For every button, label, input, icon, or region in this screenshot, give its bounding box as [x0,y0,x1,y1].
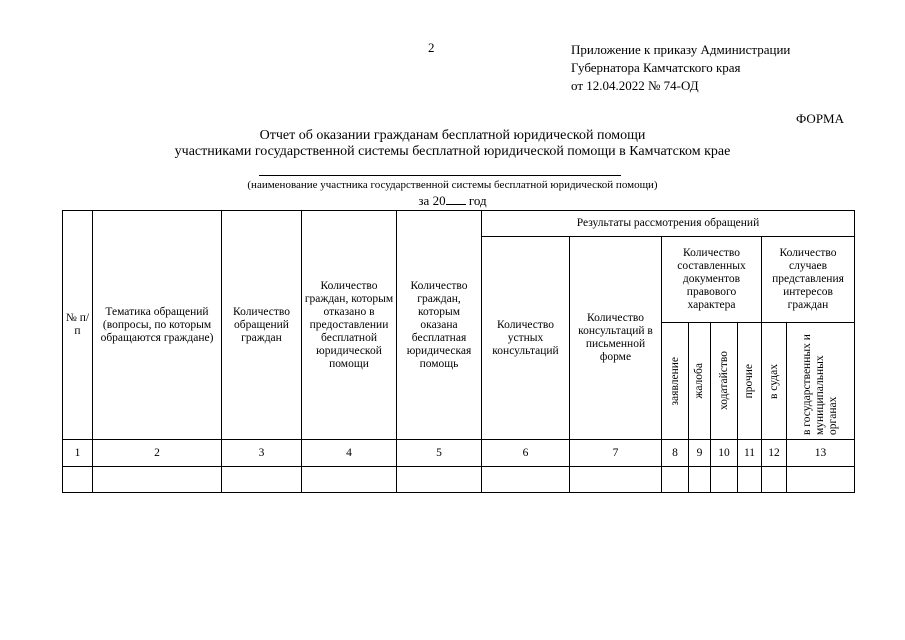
header-refused: Количество граждан, которым отказано в предоставлении бесплатной юридической помощи [302,211,397,440]
header-oral: Количество устных консультаций [482,237,570,440]
year-prefix: за 20 [418,193,446,208]
header-results: Результаты рассмотрения обращений [482,211,855,237]
header-topic: Тематика обращений (вопросы, по которым обращаются граждане) [93,211,222,440]
column-number: 8 [662,440,689,467]
year-blank [446,193,466,205]
empty-cell [570,467,662,493]
report-title [0,128,905,160]
header-sub-courts [762,323,787,440]
sub-other-label: прочие [743,363,755,399]
header-sub-statement [662,323,689,440]
participant-name-caption: (наименование участника государственной системы бесплатной юридической помощи) [247,179,658,191]
appendix-line-3: от 12.04.2022 № 74-ОД [571,78,699,93]
empty-cell [762,467,787,493]
sub-petition-label: ходатайство [717,351,730,411]
appendix-line-2: Губернатора Камчатского края [571,60,741,75]
column-number: 10 [711,440,738,467]
header-sub-organs [787,323,855,440]
participant-name-line [259,175,621,176]
empty-cell [302,467,397,493]
header-sub-complaint [689,323,711,440]
header-sub-other [738,323,762,440]
header-sub-petition [711,323,738,440]
report-title-line-1: Отчет об оказании гражданам бесплатной юридической помощи [259,128,646,143]
report-title-line-2: участниками государственной системы бесплатной юридической помощи в Камчатском крае [174,144,731,159]
empty-cell [738,467,762,493]
column-number: 4 [302,440,397,467]
column-number: 13 [787,440,855,467]
header-row-1 [63,211,855,237]
header-provided: Количество граждан, которым оказана бесплатная юридическая помощь [397,211,482,440]
column-number: 3 [222,440,302,467]
empty-cell [482,467,570,493]
column-number: 2 [93,440,222,467]
header-written: Количество консультаций в письменной форме [570,237,662,440]
empty-cell [397,467,482,493]
sub-complaint-label: жалоба [693,363,705,399]
empty-cell [689,467,711,493]
report-year [0,193,905,209]
column-number: 6 [482,440,570,467]
appendix-note [571,41,790,95]
empty-cell [222,467,302,493]
empty-cell [787,467,855,493]
page-number: 2 [428,40,435,55]
column-number: 9 [689,440,711,467]
sub-courts-label: в судах [767,363,780,399]
sub-organs-label: в государственных и муниципальных органах [801,334,839,435]
form-label: ФОРМА [796,111,844,126]
header-requests: Количество обращений граждан [222,211,302,440]
column-number: 11 [738,440,762,467]
header-representation: Количество случаев представления интересов граждан [762,237,855,323]
year-suffix: год [468,193,487,208]
column-number: 1 [63,440,93,467]
empty-data-row [63,467,855,493]
report-table [62,210,855,493]
empty-cell [93,467,222,493]
header-number: № п/п [63,211,93,440]
column-number: 7 [570,440,662,467]
empty-cell [63,467,93,493]
column-number: 12 [762,440,787,467]
column-number-row [63,440,855,467]
sub-statement-label: заявление [668,356,681,406]
appendix-line-1: Приложение к приказу Администрации [571,42,791,57]
column-number: 5 [397,440,482,467]
empty-cell [711,467,738,493]
header-documents: Количество составленных документов правового характера [662,237,762,323]
empty-cell [662,467,689,493]
